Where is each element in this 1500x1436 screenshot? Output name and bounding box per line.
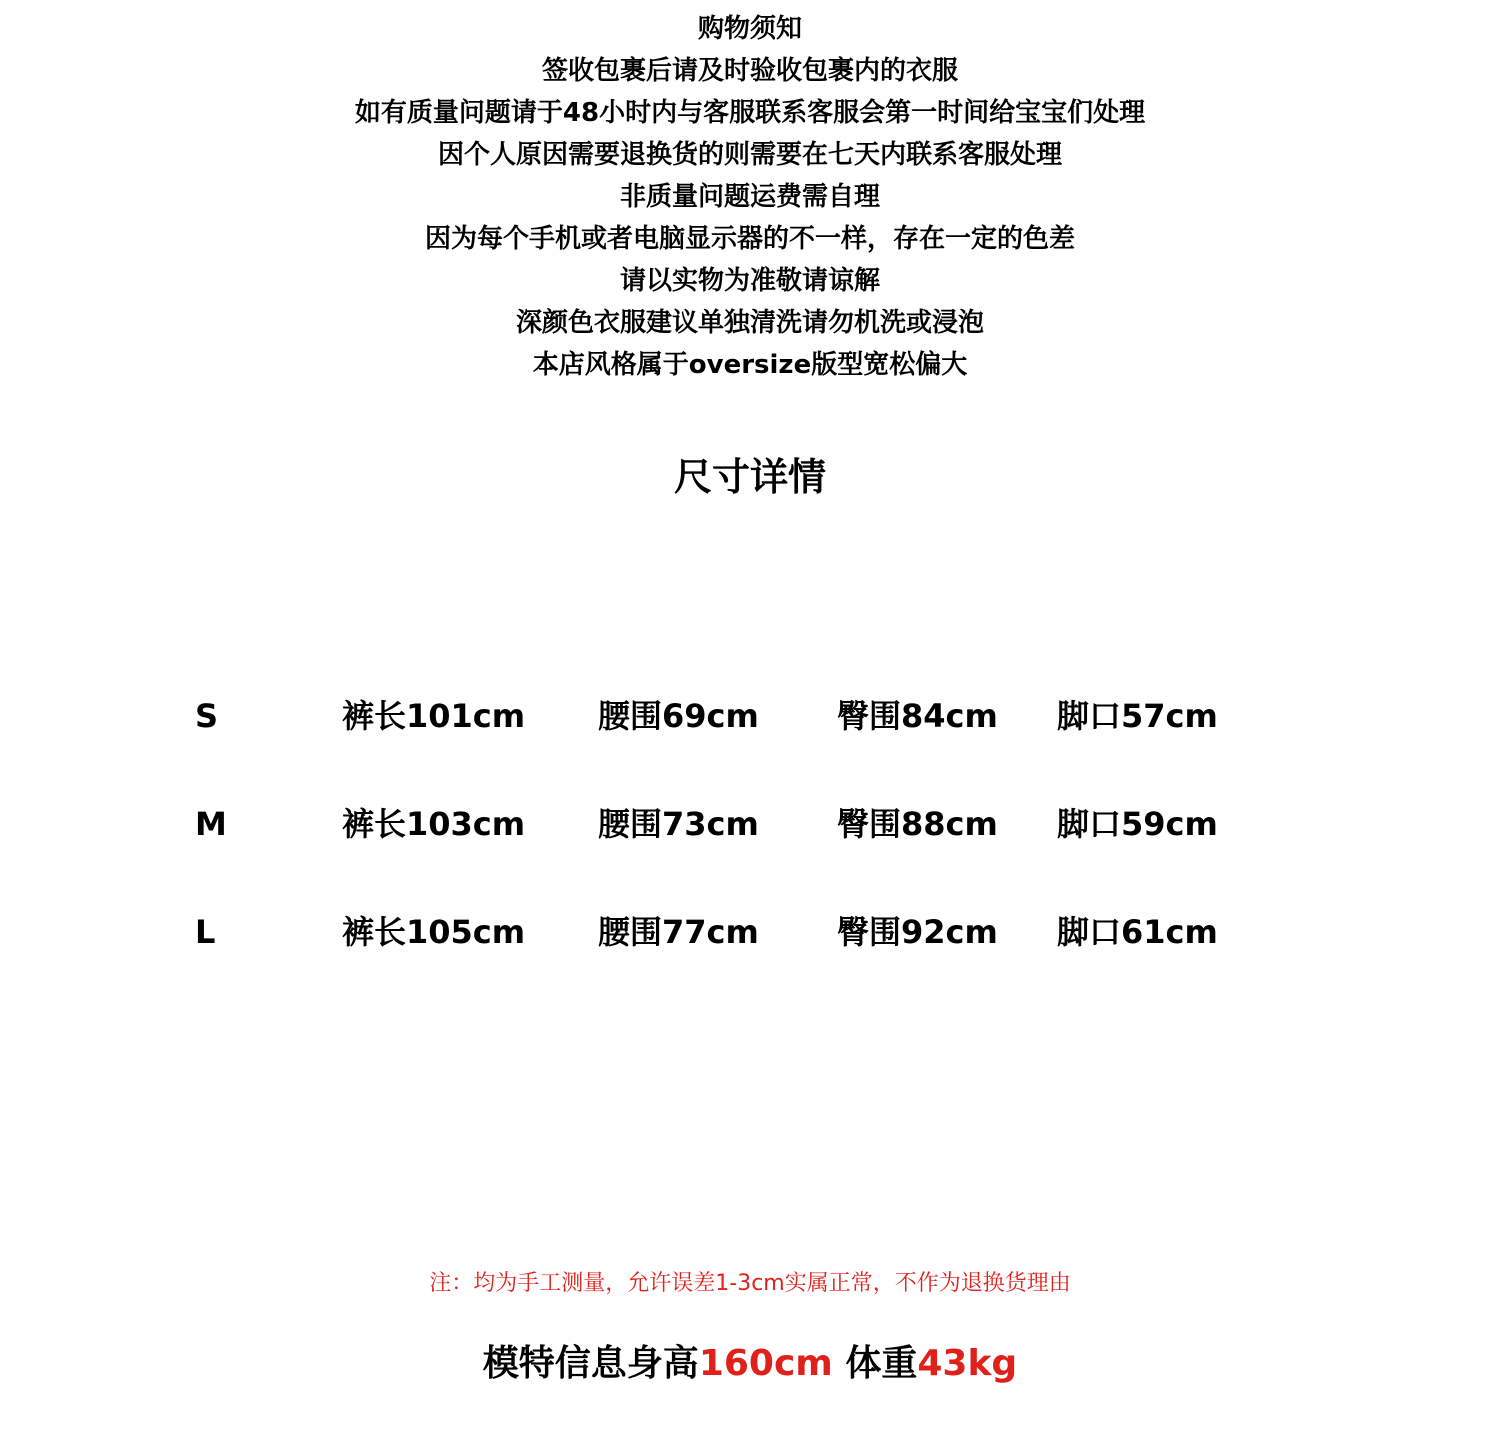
model-info bbox=[0, 1338, 1500, 1390]
model-info-label: 模特信息身高 bbox=[482, 1343, 699, 1384]
notice-line: 请以实物为准敬请谅解 bbox=[619, 266, 880, 296]
notice-line: 签收包裹后请及时验收包裹内的衣服 bbox=[541, 56, 958, 86]
notice-title: 购物须知 bbox=[697, 14, 802, 44]
measurement-note: 注：均为手工测量，允许误差1-3cm实属正常，不作为退换货理由 bbox=[429, 1271, 1071, 1296]
size-label: S bbox=[195, 697, 219, 735]
waist: 腰围69cm bbox=[598, 697, 759, 735]
model-weight-label: 体重 bbox=[845, 1343, 918, 1384]
model-weight: 43kg bbox=[917, 1343, 1018, 1384]
pants-length: 裤长101cm bbox=[342, 697, 526, 735]
notice-line: 非质量问题运费需自理 bbox=[619, 182, 880, 212]
notice-line: 因为每个手机或者电脑显示器的不一样，存在一定的色差 bbox=[424, 224, 1075, 254]
hip: 臀围88cm bbox=[837, 805, 998, 843]
size-row-s bbox=[0, 691, 1500, 741]
shopping-notice bbox=[0, 8, 1500, 386]
notice-line: 如有质量问题请于48小时内与客服联系客服会第一时间给宝宝们处理 bbox=[354, 98, 1146, 128]
waist: 腰围77cm bbox=[598, 913, 759, 951]
notice-line: 深颜色衣服建议单独清洗请勿机洗或浸泡 bbox=[515, 308, 984, 338]
leg-opening: 脚口59cm bbox=[1057, 805, 1218, 843]
size-label: M bbox=[195, 805, 227, 843]
waist: 腰围73cm bbox=[598, 805, 759, 843]
model-height: 160cm bbox=[698, 1343, 833, 1384]
notice-line: 本店风格属于oversize版型宽松偏大 bbox=[532, 350, 968, 380]
hip: 臀围84cm bbox=[837, 697, 998, 735]
pants-length: 裤长105cm bbox=[342, 913, 526, 951]
size-row-m bbox=[0, 799, 1500, 849]
size-details-title: 尺寸详情 bbox=[673, 455, 826, 499]
pants-length: 裤长103cm bbox=[342, 805, 526, 843]
leg-opening: 脚口57cm bbox=[1057, 697, 1218, 735]
hip: 臀围92cm bbox=[837, 913, 998, 951]
leg-opening: 脚口61cm bbox=[1057, 913, 1218, 951]
size-label: L bbox=[195, 913, 216, 951]
size-row-l bbox=[0, 907, 1500, 957]
notice-line: 因个人原因需要退换货的则需要在七天内联系客服处理 bbox=[437, 140, 1062, 170]
